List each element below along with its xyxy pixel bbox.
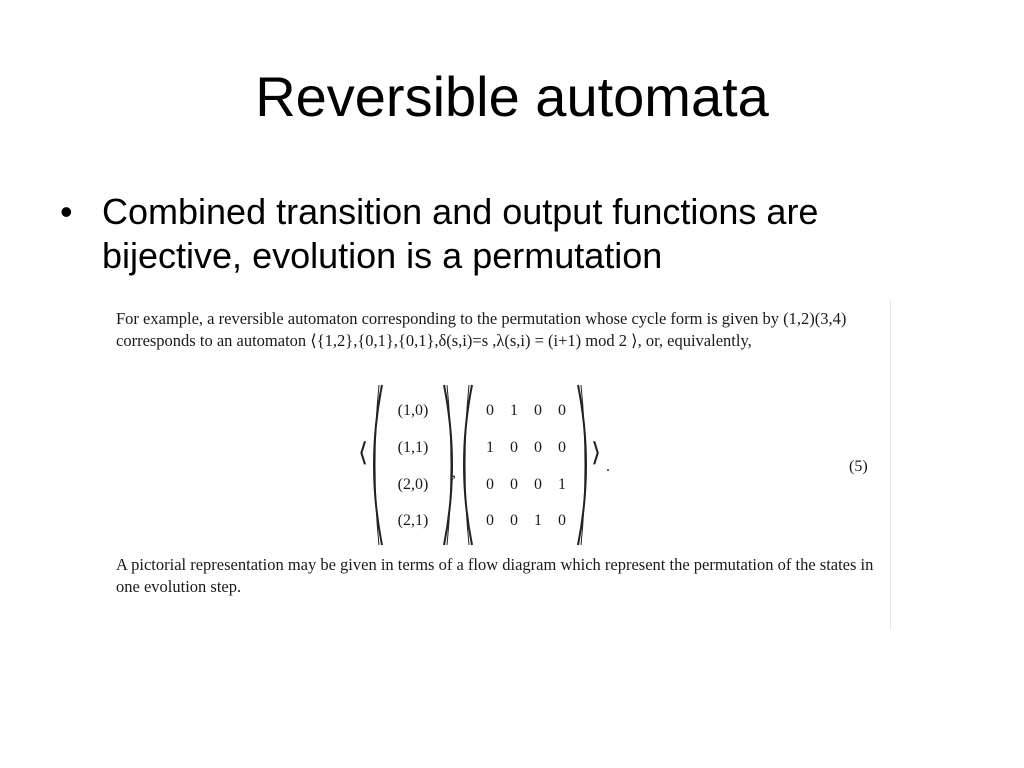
excerpt-outro-paragraph: A pictorial representation may be given in terms of a flow diagram which represent the permutation of the states in one evolution step. — [116, 555, 874, 596]
matrix-cell: 1 — [534, 512, 542, 529]
pair-cell: (1,0) — [397, 402, 429, 419]
matrix-cell: 0 — [534, 439, 542, 456]
matrix-cell: 0 — [558, 512, 566, 529]
pair-cell: (1,1) — [397, 439, 429, 456]
matrix-cell: 0 — [534, 402, 542, 419]
matrix-cell: 0 — [558, 439, 566, 456]
equation-number: (5) — [849, 458, 868, 475]
matrix-cell: 0 — [510, 439, 518, 456]
pair-cell: (2,0) — [397, 476, 429, 493]
matrix-cell: 1 — [510, 402, 518, 419]
bullet-marker: • — [60, 191, 73, 232]
slide-title: Reversible automata — [255, 65, 769, 128]
matrix-cell: 0 — [486, 476, 494, 493]
bullet-text: Combined transition and output functions are bijective, evolution is a permutation — [102, 191, 819, 276]
permutation-equation — [104, 380, 890, 550]
excerpt-intro-paragraph: For example, a reversible automaton corresponding to the permutation whose cycle form is given by (1,2)(3,4) corresponds to an automaton ⟨{1,2},{0,1},{0,1},δ(s,i)=s ,λ(s,i) = (i+1) mod 2 ⟩, or, equivalently, — [116, 309, 847, 350]
left-angle-bracket: ⟨ — [358, 438, 369, 467]
matrix-cell: 0 — [510, 476, 518, 493]
matrix-cell: 0 — [510, 512, 518, 529]
matrix-cell: 0 — [534, 476, 542, 493]
equation-period: . — [606, 458, 610, 475]
matrix-cell: 1 — [486, 439, 494, 456]
matrix-cell: 0 — [486, 512, 494, 529]
right-angle-bracket: ⟩ — [591, 438, 602, 467]
matrix-cell: 0 — [558, 402, 566, 419]
matrix-cell: 0 — [486, 402, 494, 419]
pair-cell: (2,1) — [397, 512, 429, 529]
equation-comma: , — [452, 464, 456, 481]
scanned-excerpt — [104, 300, 891, 630]
matrix-cell: 1 — [558, 476, 566, 493]
